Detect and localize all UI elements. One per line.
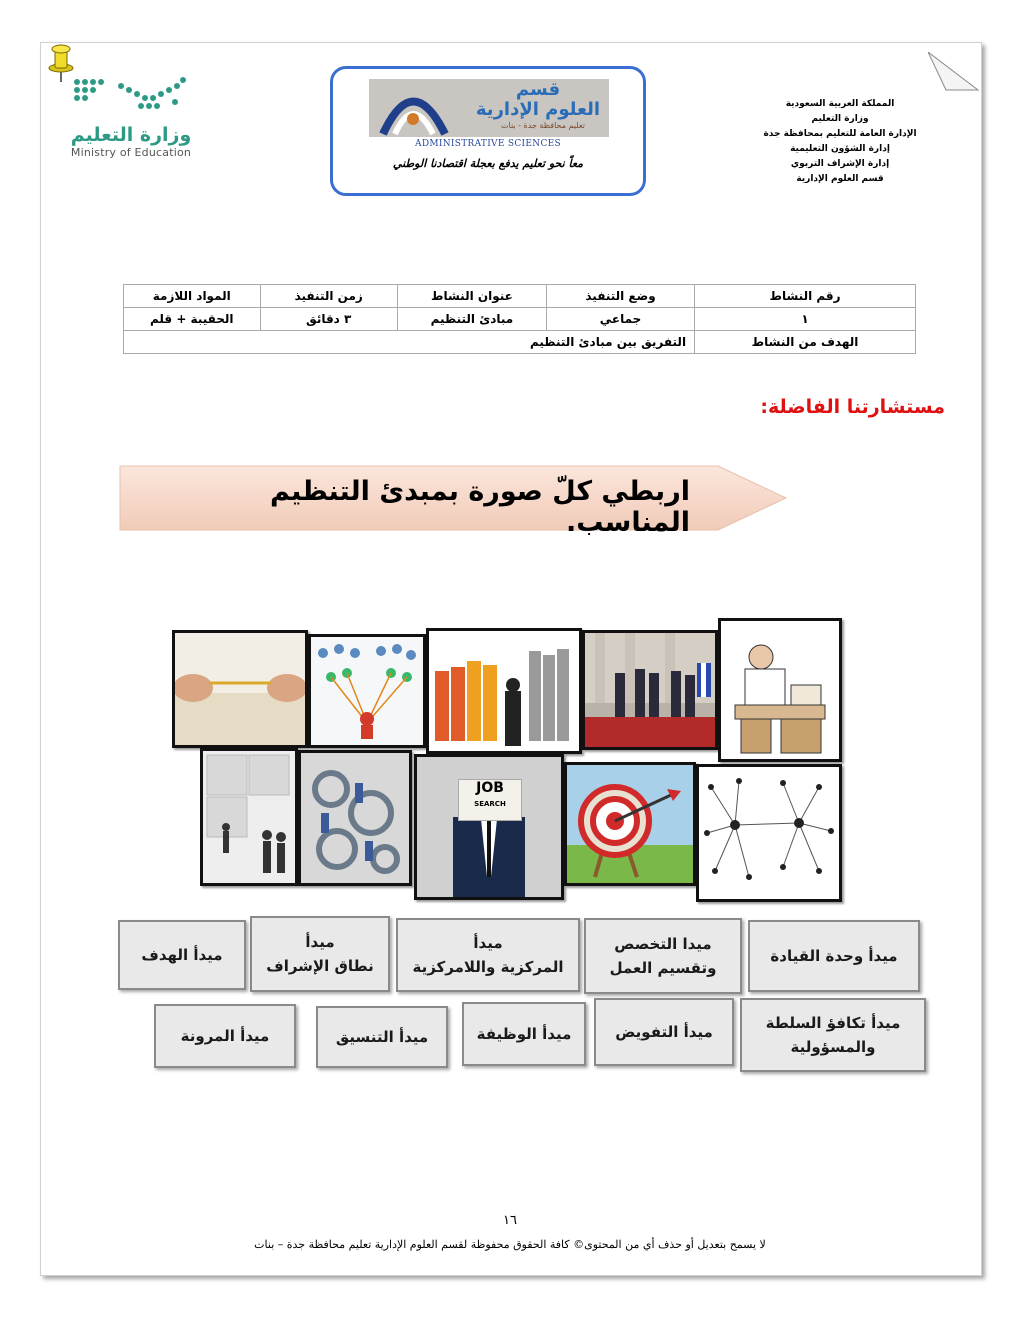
activity-table (123, 284, 916, 354)
principle-card-authority-responsibility[interactable] (740, 998, 926, 1072)
ministry-name-ar: وزارة التعليم (70, 124, 192, 146)
ministry-name-en: Ministry of Education (70, 146, 192, 159)
card-line: ميدأ الوظيفة (476, 1025, 572, 1043)
footer-copyright: لا يسمح بتعديل أو حذف أي من المحتوى© كافة الحقوق محفوظة لقسم العلوم الإدارية تعليم محافظة جدة – بنات (254, 1238, 766, 1251)
header-line: إدارة الإشراف التربوي (790, 159, 890, 169)
ministry-emblem-icon (71, 76, 191, 116)
table-cell: جماعي (546, 308, 694, 331)
logo-title-line1: قسم (515, 79, 561, 100)
header-organization-lines (760, 97, 920, 187)
section-heading: مستشارتنا الفاضلة: (760, 396, 945, 418)
picture-people-network (308, 634, 426, 748)
principle-card-delegation[interactable] (594, 998, 734, 1066)
card-line: ميدأ التنسيق (335, 1028, 429, 1046)
card-line: ميدأ المرونة (180, 1027, 270, 1045)
ministry-logo (66, 76, 196, 159)
job-sign-small: SEARCH (474, 800, 506, 808)
department-emblem-icon (373, 79, 453, 139)
picture-job-search (414, 754, 564, 900)
card-line: ميدأ التفويض (615, 1023, 713, 1041)
picture-crowd-leader (426, 628, 582, 754)
table-header-cell: المواد اللازمة (124, 285, 261, 308)
header-line: المملكة العربية السعودية (785, 99, 895, 109)
picture-target-arrow (564, 762, 696, 886)
card-line: ميدأ (305, 933, 335, 951)
picture-puzzle-people (200, 748, 298, 886)
header-line: قسم العلوم الإدارية (796, 174, 884, 184)
principle-card-unity-of-command[interactable] (748, 920, 920, 992)
principle-card-flexibility[interactable] (154, 1004, 296, 1068)
card-line: نطاق الإشراف (266, 957, 374, 975)
picture-hands-rope (172, 630, 308, 748)
principle-card-specialization[interactable] (584, 918, 742, 994)
card-line: ميدأ (473, 934, 503, 952)
goal-label: الهدف من النشاط (695, 331, 916, 354)
principle-card-centralization[interactable] (396, 918, 580, 992)
card-line: ميدأ الهدف (141, 946, 223, 964)
card-line: المركزية واللامركزية (412, 958, 564, 976)
page-number: ١٦ (503, 1213, 517, 1228)
table-cell: مبادئ التنظيم (397, 308, 546, 331)
picture-ceremony (582, 630, 718, 750)
card-line: ميدأ وحدة القيادة (770, 947, 898, 965)
principle-card-function[interactable] (462, 1002, 586, 1066)
picture-node-network (696, 764, 842, 902)
job-sign (458, 779, 522, 821)
principle-card-span-of-control[interactable] (250, 916, 390, 992)
table-row (124, 331, 916, 354)
table-cell: الحقيبة + قلم (124, 308, 261, 331)
header-line: الإدارة العامة للتعليم بمحافظة جدة (763, 129, 917, 139)
principle-card-coordination[interactable] (316, 1006, 448, 1068)
table-header-row (124, 285, 916, 308)
picture-desk-worker (718, 618, 842, 762)
table-header-cell: زمن التنفيذ (260, 285, 397, 308)
picture-gears-people (298, 750, 412, 886)
table-cell: ١ (695, 308, 916, 331)
principle-card-objective[interactable] (118, 920, 246, 990)
table-cell: ٣ دقائق (260, 308, 397, 331)
table-header-cell: رقم النشاط (695, 285, 916, 308)
table-header-cell: عنوان النشاط (397, 285, 546, 308)
job-sign-text: JOB (476, 780, 504, 796)
logo-title-line2: العلوم الإدارية (475, 99, 601, 120)
card-line: وتقسيم العمل (609, 959, 717, 977)
instruction-text: اربطي كلّ صورة بمبدئ التنظيم المناسب. (270, 476, 690, 538)
logo-slogan: معاً نحو تعليم يدفع بعجلة اقتصادنا الوطني (392, 157, 584, 170)
department-logo (330, 66, 646, 196)
card-line: ميدا التخصص (614, 935, 712, 953)
page-fold-icon (928, 52, 980, 92)
table-header-cell: وضع التنفيذ (546, 285, 694, 308)
header-line: إدارة الشؤون التعليمية (790, 144, 890, 154)
header-line: وزارة التعليم (811, 114, 869, 124)
card-line: ميدأ تكافؤ السلطة (765, 1014, 901, 1032)
table-row (124, 308, 916, 331)
card-line: والمسؤولية (790, 1038, 876, 1056)
goal-value: التفريق بين مبادئ التنظيم (124, 331, 695, 354)
logo-english: ADMINISTRATIVE SCIENCES (415, 139, 561, 149)
logo-subtitle: تعليم محافظة جدة - بنات (500, 121, 586, 130)
